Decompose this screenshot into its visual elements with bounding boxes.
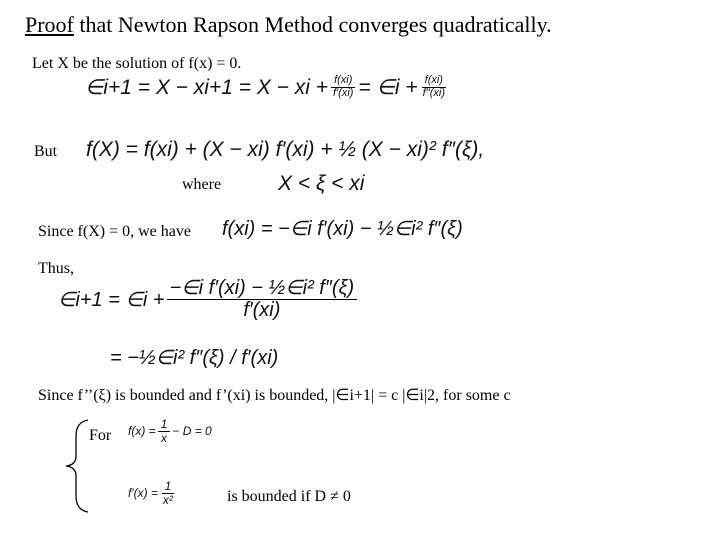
for-label: For <box>89 427 112 444</box>
eq1-fraction-2 <box>420 75 448 99</box>
eq1-left: ∈i+1 = X − xi+1 = X − xi + <box>85 76 329 99</box>
page-title <box>25 12 552 38</box>
eq7-denominator: x <box>161 430 168 445</box>
equation-xi-bounds: X < ξ < xi <box>278 172 365 195</box>
eq1-frac1-numerator: f(xi) <box>331 75 355 88</box>
eq8-left: f′(x) = <box>128 486 158 501</box>
since-fx-line: Since f(X) = 0, we have <box>38 223 191 240</box>
eq8-numerator: 1 <box>162 480 175 494</box>
bounded-if-line: is bounded if D ≠ 0 <box>227 488 351 505</box>
equation-fxi: f(xi) = −∈i f′(xi) − ½∈i² f″(ξ) <box>222 218 463 240</box>
eq8-denominator: x² <box>162 492 173 507</box>
eq5-denominator: f′(xi) <box>243 299 281 321</box>
equation-error-simplified: = −½∈i² f″(ξ) / f′(xi) <box>110 347 279 369</box>
let-x-line: Let X be the solution of f(x) = 0. <box>32 55 242 72</box>
eq1-frac2-numerator: f(xi) <box>422 75 446 88</box>
eq7-fraction <box>158 418 171 444</box>
eq1-frac2-denominator: f′′(xi) <box>422 87 446 99</box>
where-label: where <box>182 176 222 193</box>
title-proof: Proof <box>25 12 74 37</box>
eq7-left: f(x) = <box>128 424 156 439</box>
equation-taylor-expansion: f(X) = f(xi) + (X − xi) f′(xi) + ½ (X − xi)² f″(ξ), <box>86 138 485 161</box>
equation-derivative <box>128 480 178 506</box>
eq1-frac1-denominator: f′(xi) <box>333 87 354 99</box>
thus-label: Thus, <box>38 260 74 277</box>
eq7-right: − D = 0 <box>172 424 212 439</box>
left-brace-icon <box>62 418 92 514</box>
eq1-mid: = ∈i + <box>358 76 418 99</box>
equation-error-recurrence <box>85 75 450 100</box>
but-label: But <box>34 143 58 160</box>
equation-reciprocal-function <box>128 418 212 444</box>
eq7-numerator: 1 <box>158 418 171 432</box>
title-rest: that Newton Rapson Method converges quadratically. <box>73 12 552 37</box>
since-bounded-line: Since f’’(ξ) is bounded and f’(xi) is bounded, |∈i+1| = c |∈i|2, for some c <box>38 387 511 404</box>
eq5-numerator: −∈i f′(xi) − ½∈i² f″(ξ) <box>167 278 358 300</box>
eq8-fraction <box>160 480 176 506</box>
eq1-fraction-1 <box>330 75 356 99</box>
eq5-fraction <box>167 278 358 321</box>
eq5-left: ∈i+1 = ∈i + <box>58 289 165 311</box>
equation-error-substituted <box>58 278 359 321</box>
